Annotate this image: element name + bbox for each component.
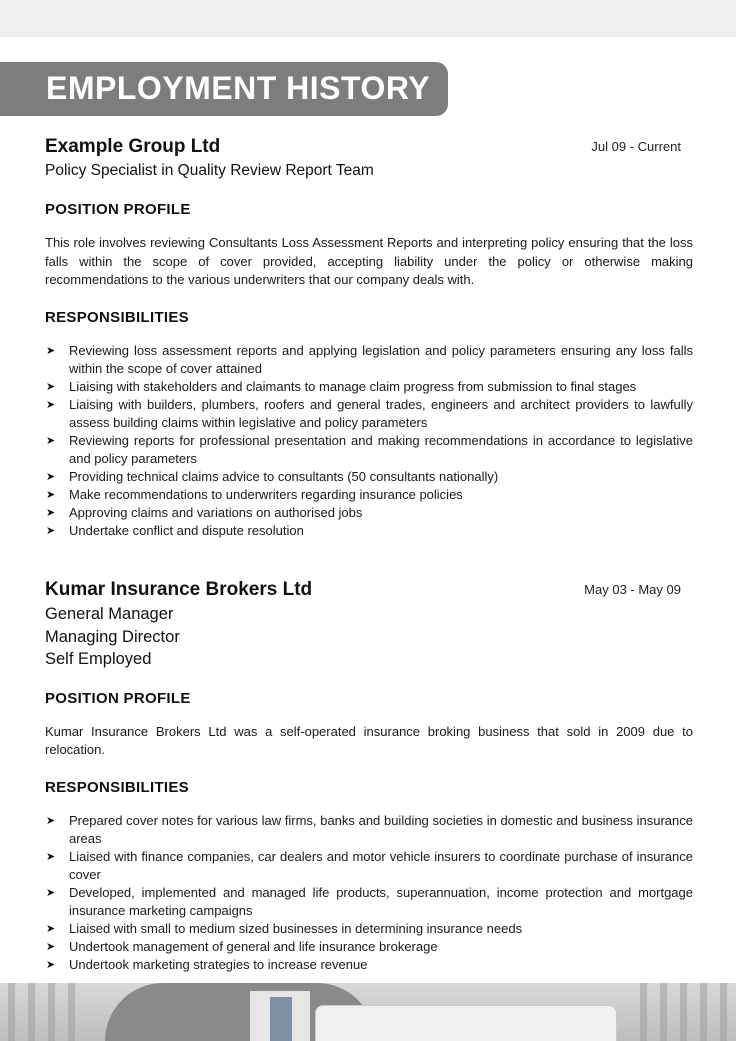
arrowhead-bullet-icon: ➤: [46, 524, 56, 537]
position-profile-text: This role involves reviewing Consultants Loss Assessment Reports and interpreting policy ensuring that the loss falls within the scope of cover provided, accepting liability under the policy or otherwise making recommendations to the various underwriters that our company deals with.: [45, 235, 693, 287]
job-title: Self Employed: [45, 650, 152, 668]
list-item-text: Undertook marketing strategies to increase revenue: [69, 956, 368, 972]
arrowhead-bullet-icon: ➤: [46, 886, 56, 899]
list-item-text: Make recommendations to underwriters regarding insurance policies: [69, 486, 463, 502]
list-item-text: Liaising with builders, plumbers, roofers and general trades, engineers and architect providers to lawfully assess building claims within legislative and policy parameters: [69, 396, 693, 430]
list-item-text: Reviewing loss assessment reports and applying legislation and policy parameters ensuring any loss falls within the scope of cover attained: [69, 342, 693, 376]
employment-dates: May 03 - May 09: [584, 582, 681, 597]
list-item: [46, 504, 693, 522]
position-profile-text: Kumar Insurance Brokers Ltd was a self-operated insurance broking business that sold in 2009 due to relocation.: [45, 723, 693, 757]
list-item: [46, 812, 693, 848]
arrowhead-bullet-icon: ➤: [46, 940, 56, 953]
arrowhead-bullet-icon: ➤: [46, 958, 56, 971]
list-item: [46, 848, 693, 884]
arrowhead-bullet-icon: ➤: [46, 506, 56, 519]
position-profile-heading: POSITION PROFILE: [45, 689, 191, 707]
list-item-text: Liaised with finance companies, car dealers and motor vehicle insurers to coordinate purchase of insurance cover: [69, 848, 693, 882]
list-item-text: Providing technical claims advice to consultants (50 consultants nationally): [69, 468, 499, 484]
job-title: Policy Specialist in Quality Review Report Team: [45, 162, 374, 179]
list-item: [46, 396, 693, 432]
responsibilities-list: [45, 342, 693, 540]
section-title: EMPLOYMENT HISTORY: [46, 70, 431, 106]
company-name: Kumar Insurance Brokers Ltd: [45, 579, 313, 600]
list-item: [46, 920, 693, 938]
job-title: General Manager: [45, 605, 174, 623]
top-band: [0, 0, 736, 37]
list-item-text: Liaising with stakeholders and claimants to manage claim progress from submission to final stages: [69, 378, 637, 394]
list-item: [46, 378, 693, 396]
arrowhead-bullet-icon: ➤: [46, 470, 56, 483]
laptop-shape: [315, 1005, 617, 1041]
list-item: [46, 432, 693, 468]
list-item: [46, 522, 693, 540]
section-banner: [0, 62, 448, 116]
list-item-text: Prepared cover notes for various law firms, banks and building societies in domestic and business insurance areas: [69, 812, 693, 846]
list-item-text: Approving claims and variations on authorised jobs: [69, 504, 363, 520]
responsibilities-heading: RESPONSIBILITIES: [45, 308, 189, 326]
list-item: [46, 938, 693, 956]
job-entry: [45, 134, 693, 540]
job-title: Managing Director: [45, 627, 180, 646]
list-item: [46, 486, 693, 504]
list-item-text: Undertake conflict and dispute resolution: [69, 522, 304, 538]
list-item-text: Developed, implemented and managed life products, superannuation, income protection and mortgage insurance marketing campaigns: [69, 884, 693, 918]
arrowhead-bullet-icon: ➤: [46, 434, 56, 447]
list-item-text: Reviewing reports for professional presentation and making recommendations in accordance to legislative and policy parameters: [69, 432, 693, 466]
arrowhead-bullet-icon: ➤: [46, 344, 56, 357]
employment-dates: Jul 09 - Current: [591, 139, 681, 154]
arrowhead-bullet-icon: ➤: [46, 850, 56, 863]
list-item-text: Undertook management of general and life insurance brokerage: [69, 938, 438, 954]
list-item-text: Liaised with small to medium sized businesses in determining insurance needs: [69, 920, 523, 936]
list-item: [46, 884, 693, 920]
responsibilities-list: [45, 812, 693, 974]
list-item: [46, 956, 693, 974]
arrowhead-bullet-icon: ➤: [46, 814, 56, 827]
arrowhead-bullet-icon: ➤: [46, 488, 56, 501]
arrowhead-bullet-icon: ➤: [46, 380, 56, 393]
position-profile-heading: POSITION PROFILE: [45, 201, 191, 218]
list-item: [46, 468, 693, 486]
arrowhead-bullet-icon: ➤: [46, 398, 56, 411]
list-item: [46, 342, 693, 378]
job-entry: [45, 577, 693, 974]
company-name: Example Group Ltd: [45, 136, 221, 157]
tie-shape: [270, 997, 292, 1041]
responsibilities-heading: RESPONSIBILITIES: [45, 778, 189, 796]
arrowhead-bullet-icon: ➤: [46, 922, 56, 935]
footer-photo: [0, 983, 736, 1041]
